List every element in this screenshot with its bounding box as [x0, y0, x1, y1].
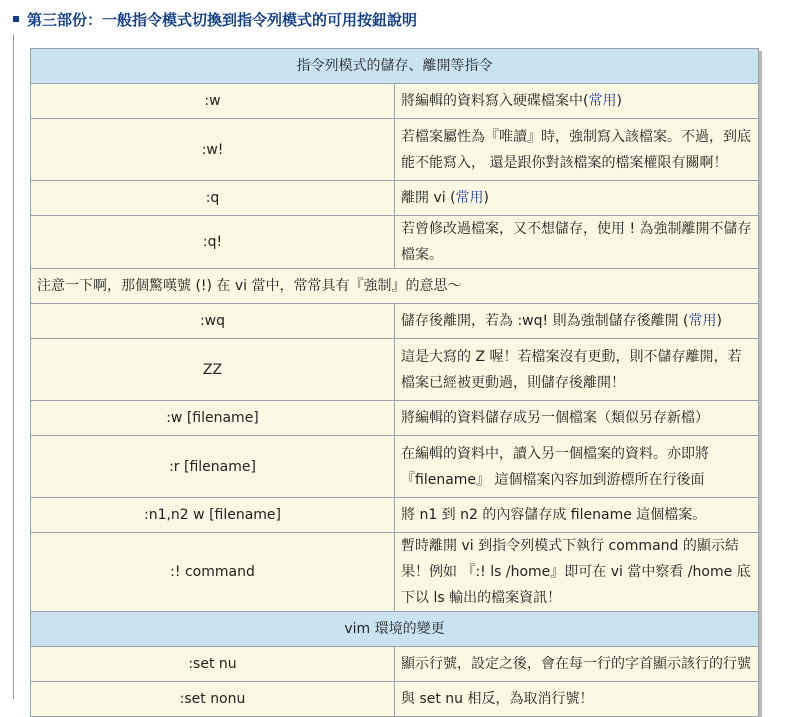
table-row	[31, 682, 759, 717]
square-bullet-icon	[13, 16, 19, 22]
command-cell: ZZ	[31, 339, 395, 401]
paren-open: (	[683, 313, 689, 329]
command-table	[30, 48, 759, 717]
command-cell: :q	[31, 181, 395, 216]
section-heading	[13, 8, 417, 30]
table-row	[31, 216, 759, 269]
paren-close: )	[483, 190, 490, 206]
description-text: 若檔案屬性為『唯讀』時，強制寫入該檔案。不過，到底能不能寫入， 還是跟你對該檔案的檔案權限有關啊！	[401, 128, 751, 171]
description-cell	[395, 181, 759, 216]
description-cell	[395, 119, 759, 181]
usage-tag: 常用	[455, 190, 484, 206]
paren-close: )	[716, 313, 722, 329]
description-text: 儲存後離開，若為 :wq! 則為強制儲存後離開	[401, 313, 684, 329]
command-cell: :set nu	[31, 647, 395, 682]
description-cell	[395, 436, 759, 498]
note-row	[31, 269, 759, 304]
section-header-cell: vim 環境的變更	[31, 612, 759, 647]
table-row	[31, 84, 759, 119]
note-cell: 注意一下啊，那個驚嘆號 (!) 在 vi 當中，常常具有『強制』的意思～	[31, 269, 759, 304]
description-cell	[395, 533, 759, 612]
table-row	[31, 498, 759, 533]
description-cell	[395, 498, 759, 533]
description-cell	[395, 84, 759, 119]
command-cell: :wq	[31, 304, 395, 339]
description-text: 這是大寫的 Z 喔！若檔案沒有更動，則不儲存離開，若檔案已經被更動過，則儲存後離開！	[401, 348, 742, 391]
description-text: 若曾修改過檔案，又不想儲存，使用 ! 為強制離開不儲存檔案。	[401, 221, 752, 263]
description-cell	[395, 401, 759, 436]
section-header-cell: 指令列模式的儲存、離開等指令	[31, 49, 759, 84]
section-header-row	[31, 49, 759, 84]
section-header-row	[31, 612, 759, 647]
usage-tag: 常用	[688, 313, 717, 329]
description-text: 將編輯的資料儲存成另一個檔案（類似另存新檔）	[401, 410, 709, 426]
description-cell	[395, 682, 759, 717]
table-row	[31, 339, 759, 401]
command-cell: :r [filename]	[31, 436, 395, 498]
description-text: 將 n1 到 n2 的內容儲存成 filename 這個檔案。	[401, 507, 707, 523]
description-text: 與 set nu 相反，為取消行號！	[401, 691, 594, 707]
command-cell: :n1,n2 w [filename]	[31, 498, 395, 533]
table-row	[31, 647, 759, 682]
description-text: 顯示行號，設定之後，會在每一行的字首顯示該行的行號	[401, 656, 751, 672]
table-row	[31, 533, 759, 612]
paren-close: )	[616, 93, 622, 109]
command-cell: :w	[31, 84, 395, 119]
command-table-wrapper	[30, 48, 759, 717]
usage-tag: 常用	[588, 93, 617, 109]
table-row	[31, 304, 759, 339]
description-cell	[395, 647, 759, 682]
command-cell: :! command	[31, 533, 395, 612]
paren-open: (	[583, 93, 589, 109]
command-cell: :w!	[31, 119, 395, 181]
description-cell	[395, 339, 759, 401]
table-row	[31, 436, 759, 498]
section-heading-text: 第三部份：一般指令模式切換到指令列模式的可用按鈕說明	[27, 10, 418, 29]
description-cell	[395, 216, 759, 269]
description-cell	[395, 304, 759, 339]
description-text: 將編輯的資料寫入硬碟檔案中	[401, 93, 583, 109]
table-row	[31, 401, 759, 436]
description-text: 在編輯的資料中，讀入另一個檔案的資料。亦即將 『filename』 這個檔案內容加到游標所在行後面	[401, 445, 709, 488]
command-cell: :q!	[31, 216, 395, 269]
left-divider	[13, 34, 14, 699]
description-text: 離開 vi	[401, 190, 451, 206]
description-text: 暫時離開 vi 到指令列模式下執行 command 的顯示結果！例如 『:! ls /home』即可在 vi 當中察看 /home 底下以 ls 輸出的檔案資訊！	[401, 538, 751, 606]
command-cell: :w [filename]	[31, 401, 395, 436]
table-row	[31, 181, 759, 216]
table-row	[31, 119, 759, 181]
paren-open: (	[450, 190, 456, 206]
command-cell: :set nonu	[31, 682, 395, 717]
command-table-body	[31, 49, 759, 717]
